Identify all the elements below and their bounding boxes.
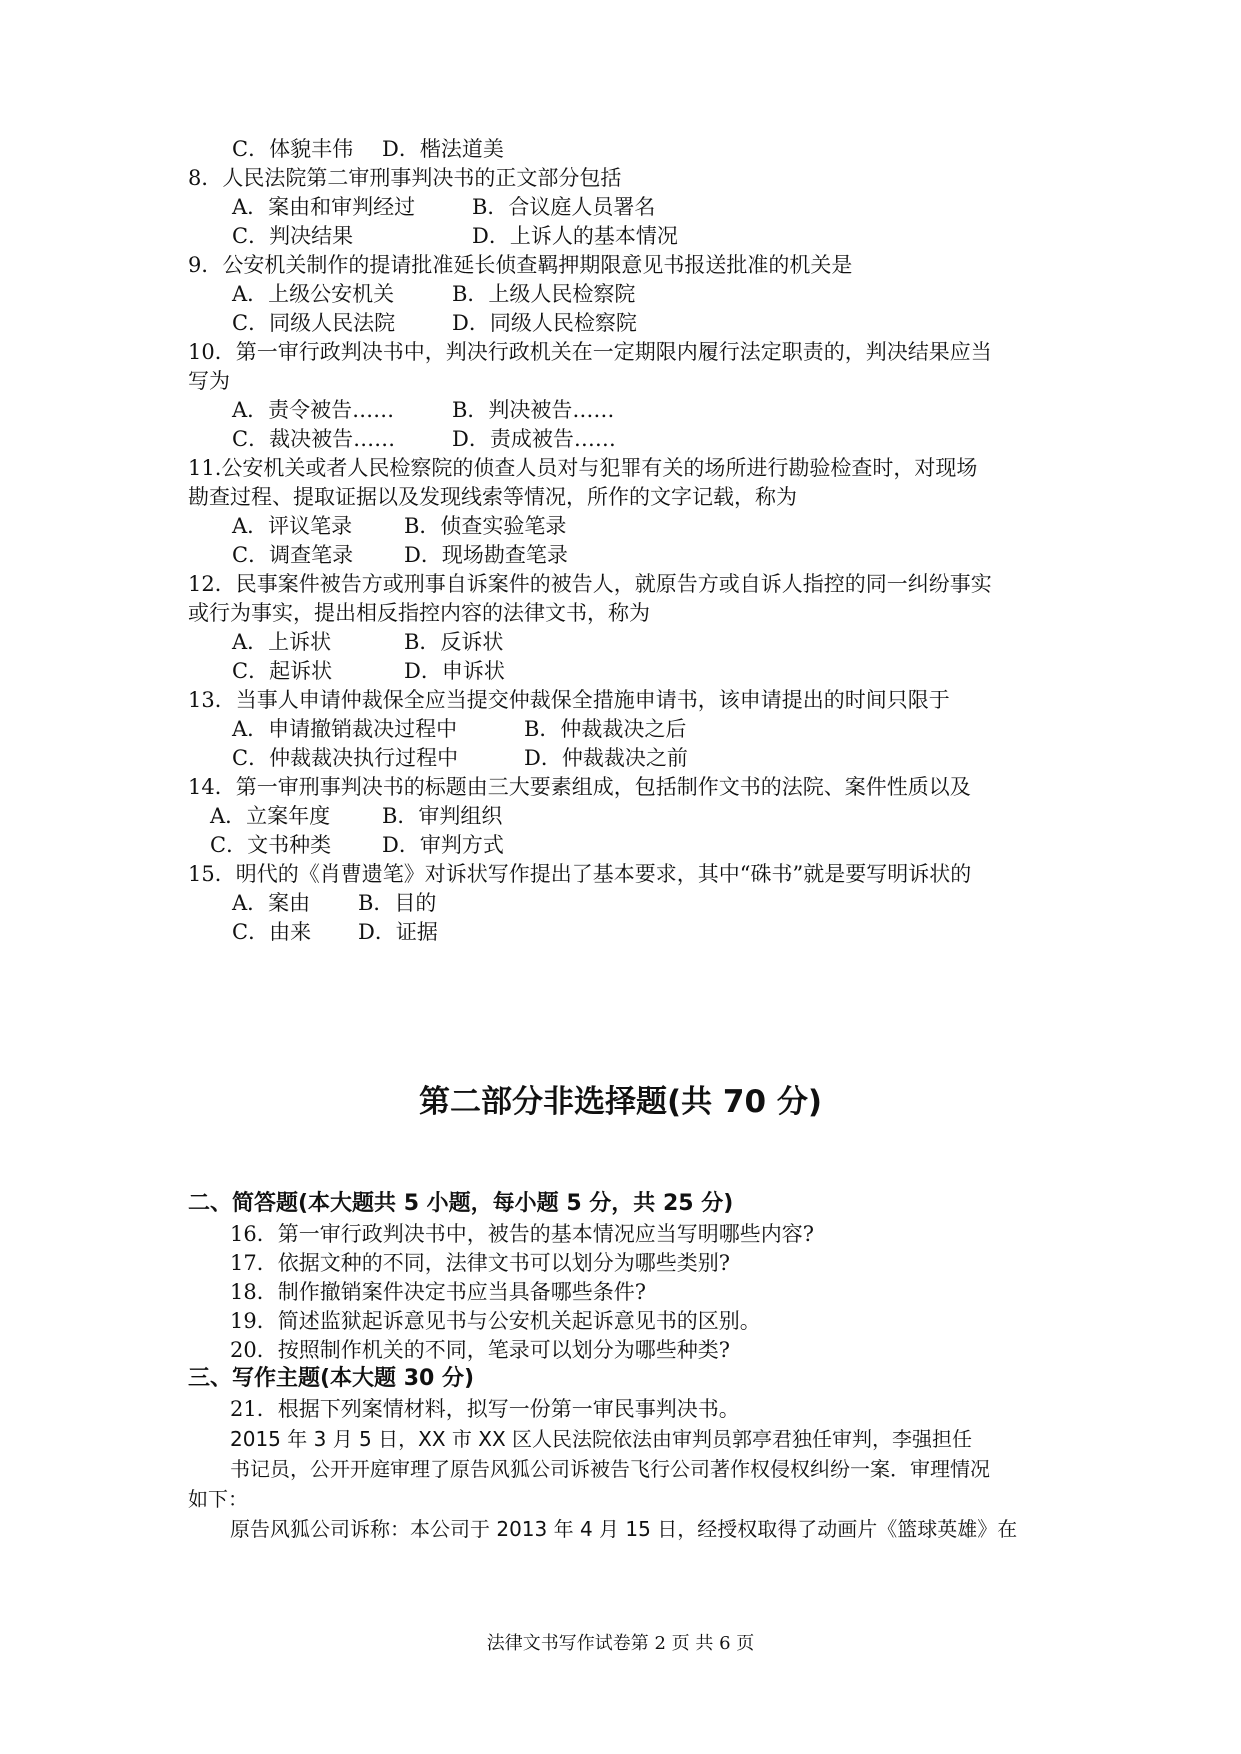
q12-options-row-2 bbox=[232, 656, 505, 686]
option-c: C．同级人民法院 bbox=[232, 311, 396, 335]
question-10-line-2: 写为 bbox=[188, 369, 230, 393]
option-d: D．仲裁裁决之前 bbox=[524, 746, 688, 770]
option-c: C．判决结果 bbox=[232, 224, 354, 248]
option-d: D．同级人民检察院 bbox=[452, 311, 637, 335]
q13-options-row-1 bbox=[232, 714, 686, 744]
option-d: D．申诉状 bbox=[404, 659, 505, 683]
option-b: B．反诉状 bbox=[404, 630, 504, 654]
question-20: 20．按照制作机关的不同，笔录可以划分为哪些种类? bbox=[230, 1338, 730, 1362]
question-11-line-2: 勘查过程、提取证据以及发现线索等情况，所作的文字记载，称为 bbox=[188, 485, 797, 509]
option-c: C．文书种类 bbox=[210, 833, 332, 857]
option-a: A．上诉状 bbox=[232, 630, 332, 654]
case-paragraph-line-4: 原告风狐公司诉称：本公司于 2013 年 4 月 15 日，经授权取得了动画片《篮球英雄》在 bbox=[230, 1517, 1018, 1541]
question-12-line-1: 12．民事案件被告方或刑事自诉案件的被告人，就原告方或自诉人指控的同一纠纷事实 bbox=[188, 572, 992, 596]
option-a: A．立案年度 bbox=[210, 804, 331, 828]
option-d: D．证据 bbox=[358, 920, 438, 944]
section-2-title: 二、简答题(本大题共 5 小题，每小题 5 分，共 25 分) bbox=[188, 1191, 734, 1216]
q9-options-row-2 bbox=[232, 308, 637, 338]
option-a: A．责令被告…… bbox=[232, 398, 395, 422]
case-paragraph-line-3: 如下： bbox=[188, 1487, 248, 1511]
option-c: C．起诉状 bbox=[232, 659, 333, 683]
question-9: 9．公安机关制作的提请批准延长侦查羁押期限意见书报送批准的机关是 bbox=[188, 253, 853, 277]
question-16: 16．第一审行政判决书中，被告的基本情况应当写明哪些内容? bbox=[230, 1222, 814, 1246]
option-b: B．仲裁裁决之后 bbox=[524, 717, 687, 741]
q13-options-row-2 bbox=[232, 743, 688, 773]
question-8: 8．人民法院第二审刑事判决书的正文部分包括 bbox=[188, 166, 622, 190]
option-c: C．仲裁裁决执行过程中 bbox=[232, 746, 459, 770]
option-a: A．案由和审判经过 bbox=[232, 195, 416, 219]
case-paragraph-line-1: 2015 年 3 月 5 日，XX 市 XX 区人民法院依法由审判员郭亭君独任审判，李强担任 bbox=[230, 1427, 973, 1451]
q8-options-row-2 bbox=[232, 221, 678, 251]
option-b: B．判决被告…… bbox=[452, 398, 615, 422]
option-a: A．评议笔录 bbox=[232, 514, 353, 538]
part-2-heading: 第二部分非选择题(共 70 分) bbox=[418, 1084, 823, 1120]
q10-options-row-1 bbox=[232, 395, 614, 425]
q8-options-row-1 bbox=[232, 192, 655, 222]
option-c: C．调查笔录 bbox=[232, 543, 354, 567]
q14-options-row-1 bbox=[210, 801, 502, 831]
question-14: 14．第一审刑事判决书的标题由三大要素组成，包括制作文书的法院、案件性质以及 bbox=[188, 775, 971, 799]
q9-options-row-1 bbox=[232, 279, 635, 309]
question-19: 19．简述监狱起诉意见书与公安机关起诉意见书的区别。 bbox=[230, 1309, 761, 1333]
option-c: C．由来 bbox=[232, 920, 312, 944]
option-a: A．上级公安机关 bbox=[232, 282, 395, 306]
case-paragraph-line-2: 书记员，公开开庭审理了原告风狐公司诉被告飞行公司著作权侵权纠纷一案．审理情况 bbox=[230, 1457, 990, 1481]
question-21: 21．根据下列案情材料，拟写一份第一审民事判决书。 bbox=[230, 1397, 740, 1421]
option-b: B．审判组织 bbox=[382, 804, 503, 828]
section-3-title: 三、写作主题(本大题 30 分) bbox=[188, 1366, 475, 1391]
question-13: 13．当事人申请仲裁保全应当提交仲裁保全措施申请书，该申请提出的时间只限于 bbox=[188, 688, 950, 712]
question-18: 18．制作撤销案件决定书应当具备哪些条件? bbox=[230, 1280, 646, 1304]
question-10-line-1: 10．第一审行政判决书中，判决行政机关在一定期限内履行法定职责的，判决结果应当 bbox=[188, 340, 992, 364]
q10-options-row-2 bbox=[232, 424, 616, 454]
option-b: B．合议庭人员署名 bbox=[472, 195, 656, 219]
q14-options-row-2 bbox=[210, 830, 504, 860]
option-d: D．现场勘查笔录 bbox=[404, 543, 568, 567]
q15-options-row-1 bbox=[232, 888, 436, 918]
option-b: B．目的 bbox=[358, 891, 437, 915]
q15-options-row-2 bbox=[232, 917, 438, 947]
page-footer: 法律文书写作试卷第 2 页 共 6 页 bbox=[486, 1633, 755, 1654]
option-c: C．裁决被告…… bbox=[232, 427, 396, 451]
option-b: B．侦查实验笔录 bbox=[404, 514, 567, 538]
q12-options-row-1 bbox=[232, 627, 503, 657]
question-17: 17．依据文种的不同，法律文书可以划分为哪些类别? bbox=[230, 1251, 730, 1275]
q11-options-row-1 bbox=[232, 511, 566, 541]
question-15: 15．明代的《肖曹遗笔》对诉状写作提出了基本要求，其中“硃书”就是要写明诉状的 bbox=[188, 862, 972, 886]
option-d: D．上诉人的基本情况 bbox=[472, 224, 678, 248]
question-12-line-2: 或行为事实，提出相反指控内容的法律文书，称为 bbox=[188, 601, 650, 625]
q7-options-row-2 bbox=[232, 134, 504, 164]
option-d: D．楷法道美 bbox=[382, 137, 504, 161]
option-c: C．体貌丰伟 bbox=[232, 137, 354, 161]
option-a: A．案由 bbox=[232, 891, 311, 915]
question-11-line-1: 11.公安机关或者人民检察院的侦查人员对与犯罪有关的场所进行勘验检查时，对现场 bbox=[188, 456, 978, 480]
option-b: B．上级人民检察院 bbox=[452, 282, 636, 306]
option-d: D．审判方式 bbox=[382, 833, 504, 857]
q11-options-row-2 bbox=[232, 540, 568, 570]
option-d: D．责成被告…… bbox=[452, 427, 616, 451]
option-a: A．申请撤销裁决过程中 bbox=[232, 717, 458, 741]
